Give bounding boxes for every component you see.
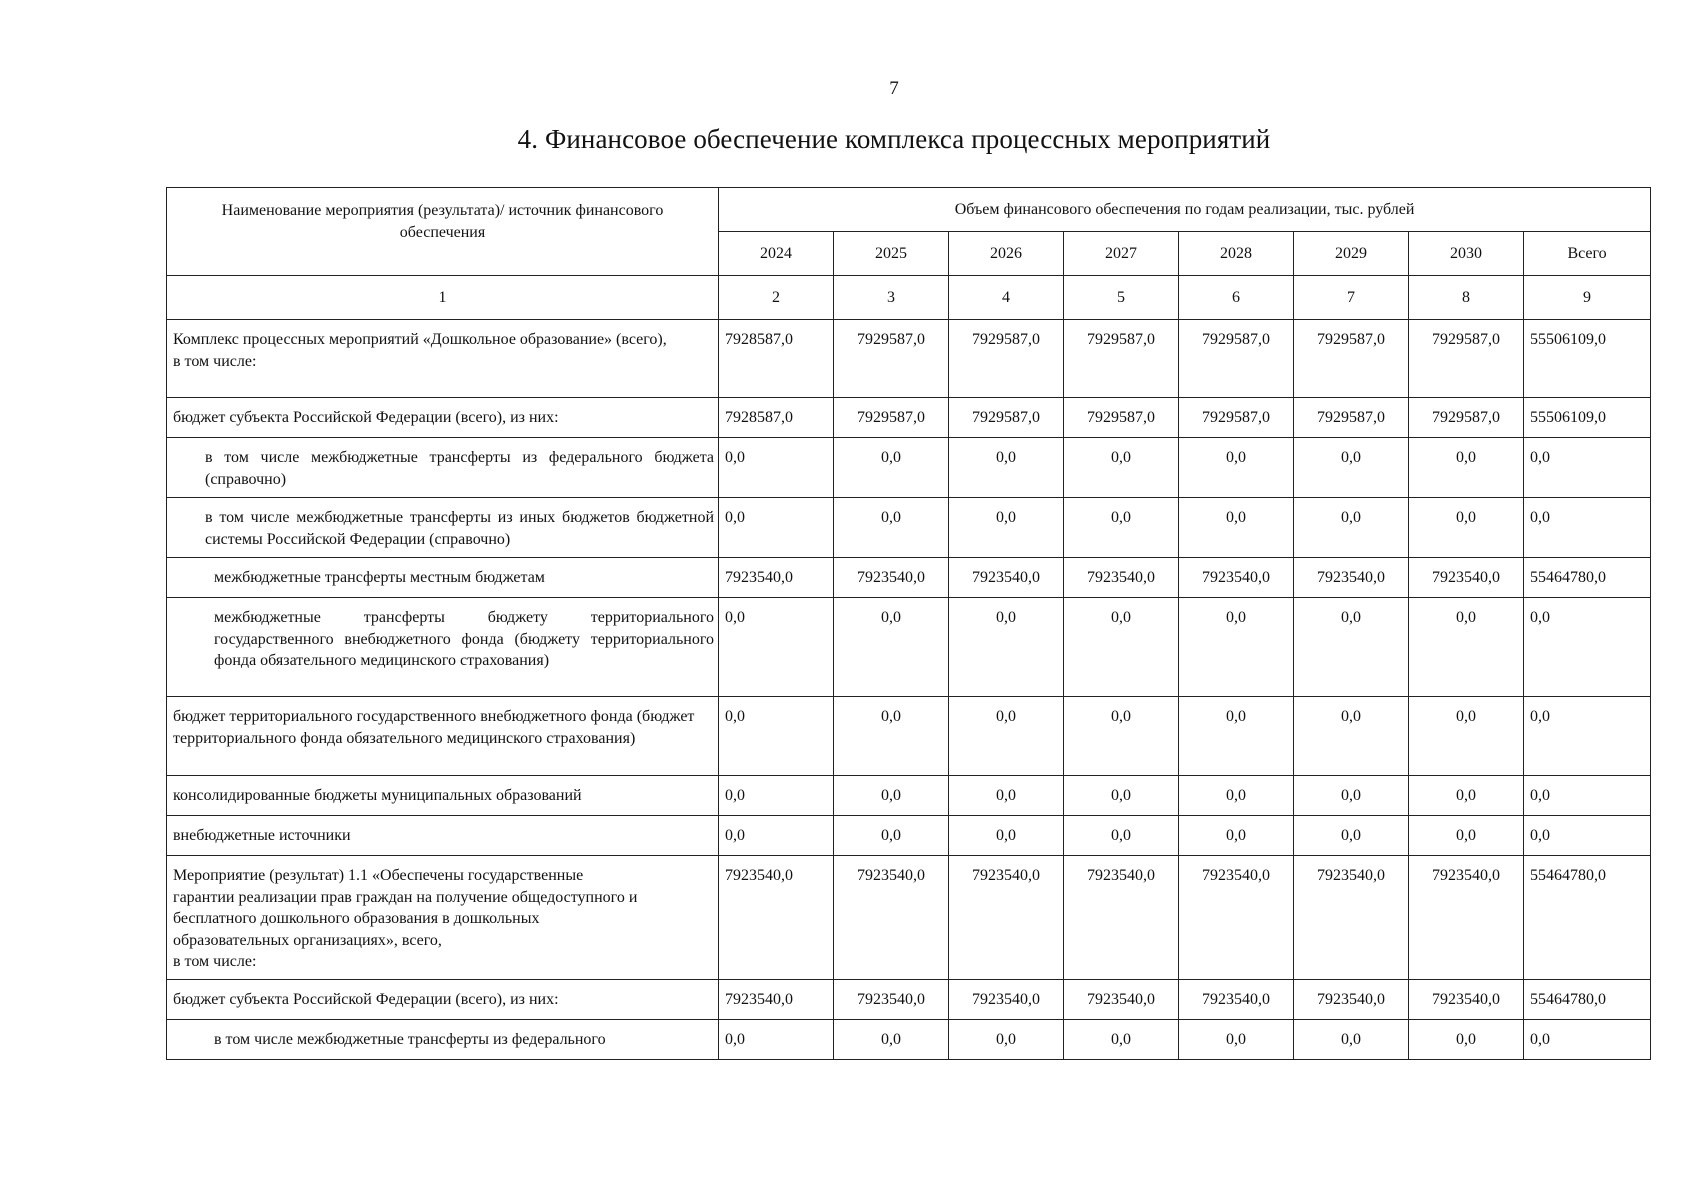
row-value-cell: 7929587,0 <box>834 398 949 438</box>
row-name-cell: в том числе межбюджетные трансферты из иных бюджетов бюджетной системы Российской Федерации (справочно) <box>167 498 719 558</box>
column-number: 1 <box>167 276 719 320</box>
row-total-cell: 55464780,0 <box>1524 558 1651 598</box>
row-total-cell: 0,0 <box>1524 598 1651 697</box>
row-name-cell: консолидированные бюджеты муниципальных образований <box>167 776 719 816</box>
row-value-cell: 7923540,0 <box>834 558 949 598</box>
row-value-cell: 0,0 <box>719 816 834 856</box>
row-value-cell: 7923540,0 <box>719 558 834 598</box>
row-value-cell: 0,0 <box>834 816 949 856</box>
row-value-cell: 7928587,0 <box>719 398 834 438</box>
row-value-cell: 7923540,0 <box>1179 979 1294 1019</box>
row-value-cell: 0,0 <box>1409 697 1524 776</box>
row-value-cell: 0,0 <box>1179 816 1294 856</box>
row-name-cell: межбюджетные трансферты бюджету территориального государственного внебюджетного фонда (бюджету территориального фонда обязательного медицинского страхования) <box>167 598 719 697</box>
financing-table <box>166 187 1651 1060</box>
row-value-cell: 7929587,0 <box>1294 320 1409 398</box>
row-value-cell: 7929587,0 <box>1064 398 1179 438</box>
header-year: 2025 <box>834 232 949 276</box>
header-year: 2024 <box>719 232 834 276</box>
row-value-cell: 0,0 <box>834 697 949 776</box>
row-value-cell: 0,0 <box>1409 598 1524 697</box>
row-value-cell: 7928587,0 <box>719 320 834 398</box>
row-value-cell: 7923540,0 <box>719 856 834 980</box>
column-number: 9 <box>1524 276 1651 320</box>
column-number: 6 <box>1179 276 1294 320</box>
row-name-cell: в том числе межбюджетные трансферты из федерального <box>167 1019 719 1059</box>
header-year: 2026 <box>949 232 1064 276</box>
row-value-cell: 0,0 <box>719 598 834 697</box>
row-value-cell: 0,0 <box>949 697 1064 776</box>
row-value-cell: 0,0 <box>719 498 834 558</box>
row-total-cell: 55506109,0 <box>1524 398 1651 438</box>
row-value-cell: 0,0 <box>949 598 1064 697</box>
row-value-cell: 7923540,0 <box>1064 558 1179 598</box>
row-value-cell: 7923540,0 <box>1064 979 1179 1019</box>
row-total-cell: 55506109,0 <box>1524 320 1651 398</box>
header-year: 2028 <box>1179 232 1294 276</box>
row-value-cell: 0,0 <box>949 1019 1064 1059</box>
row-value-cell: 0,0 <box>1064 816 1179 856</box>
row-name-cell: бюджет субъекта Российской Федерации (всего), из них: <box>167 398 719 438</box>
row-total-cell: 55464780,0 <box>1524 856 1651 980</box>
row-value-cell: 0,0 <box>1064 598 1179 697</box>
table-row <box>167 776 1651 816</box>
row-value-cell: 7929587,0 <box>949 320 1064 398</box>
row-value-cell: 7923540,0 <box>1409 979 1524 1019</box>
row-value-cell: 7929587,0 <box>949 398 1064 438</box>
row-value-cell: 0,0 <box>1064 776 1179 816</box>
row-name-cell: Комплекс процессных мероприятий «Дошкольное образование» (всего), в том числе: <box>167 320 719 398</box>
page-number: 7 <box>889 78 899 99</box>
header-year: 2030 <box>1409 232 1524 276</box>
table-row <box>167 816 1651 856</box>
column-number: 2 <box>719 276 834 320</box>
row-value-cell: 0,0 <box>1409 438 1524 498</box>
row-value-cell: 7929587,0 <box>1409 398 1524 438</box>
row-value-cell: 0,0 <box>1179 697 1294 776</box>
table-row <box>167 697 1651 776</box>
row-name-cell: внебюджетные источники <box>167 816 719 856</box>
row-value-cell: 0,0 <box>1179 498 1294 558</box>
row-value-cell: 7929587,0 <box>1179 320 1294 398</box>
row-total-cell: 0,0 <box>1524 697 1651 776</box>
document-title: 4. Финансовое обеспечение комплекса процессных мероприятий <box>517 124 1271 154</box>
row-value-cell: 0,0 <box>719 438 834 498</box>
row-value-cell: 7923540,0 <box>834 856 949 980</box>
table-row <box>167 438 1651 498</box>
column-number: 4 <box>949 276 1064 320</box>
row-value-cell: 0,0 <box>834 1019 949 1059</box>
row-value-cell: 0,0 <box>949 438 1064 498</box>
row-value-cell: 0,0 <box>1179 1019 1294 1059</box>
row-value-cell: 0,0 <box>949 816 1064 856</box>
table-row <box>167 856 1651 980</box>
row-value-cell: 0,0 <box>834 498 949 558</box>
row-value-cell: 7923540,0 <box>834 979 949 1019</box>
row-value-cell: 0,0 <box>949 498 1064 558</box>
row-value-cell: 7929587,0 <box>1064 320 1179 398</box>
row-name-cell: бюджет территориального государственного внебюджетного фонда (бюджет территориального фонда обязательного медицинского страхования) <box>167 697 719 776</box>
row-name-cell: в том числе межбюджетные трансферты из федерального бюджета (справочно) <box>167 438 719 498</box>
row-total-cell: 0,0 <box>1524 776 1651 816</box>
header-year: 2029 <box>1294 232 1409 276</box>
row-value-cell: 7923540,0 <box>1409 558 1524 598</box>
table-row <box>167 979 1651 1019</box>
column-number: 8 <box>1409 276 1524 320</box>
row-value-cell: 7923540,0 <box>949 979 1064 1019</box>
row-value-cell: 7929587,0 <box>1294 398 1409 438</box>
row-value-cell: 0,0 <box>1179 598 1294 697</box>
row-value-cell: 0,0 <box>1409 776 1524 816</box>
row-value-cell: 0,0 <box>1294 816 1409 856</box>
table-row <box>167 558 1651 598</box>
row-value-cell: 0,0 <box>1294 776 1409 816</box>
row-value-cell: 0,0 <box>1409 1019 1524 1059</box>
row-total-cell: 0,0 <box>1524 816 1651 856</box>
row-total-cell: 0,0 <box>1524 498 1651 558</box>
row-value-cell: 0,0 <box>1294 697 1409 776</box>
header-year: 2027 <box>1064 232 1179 276</box>
row-value-cell: 0,0 <box>1179 438 1294 498</box>
table-row <box>167 498 1651 558</box>
column-number: 3 <box>834 276 949 320</box>
row-name-cell: бюджет субъекта Российской Федерации (всего), из них: <box>167 979 719 1019</box>
row-value-cell: 7923540,0 <box>1294 979 1409 1019</box>
row-value-cell: 0,0 <box>719 776 834 816</box>
row-value-cell: 7929587,0 <box>834 320 949 398</box>
row-value-cell: 0,0 <box>1294 438 1409 498</box>
row-value-cell: 0,0 <box>949 776 1064 816</box>
row-value-cell: 0,0 <box>1179 776 1294 816</box>
row-value-cell: 0,0 <box>1409 816 1524 856</box>
table-row <box>167 398 1651 438</box>
row-value-cell: 0,0 <box>1409 498 1524 558</box>
row-value-cell: 0,0 <box>1064 498 1179 558</box>
row-value-cell: 7929587,0 <box>1179 398 1294 438</box>
header-name-cell: Наименование мероприятия (результата)/ источник финансового обеспечения <box>167 188 719 276</box>
row-value-cell: 7923540,0 <box>1294 558 1409 598</box>
row-value-cell: 0,0 <box>719 1019 834 1059</box>
row-value-cell: 7923540,0 <box>1409 856 1524 980</box>
row-value-cell: 0,0 <box>1294 1019 1409 1059</box>
row-value-cell: 7923540,0 <box>1179 856 1294 980</box>
table-row <box>167 598 1651 697</box>
row-value-cell: 7923540,0 <box>949 856 1064 980</box>
table-row <box>167 1019 1651 1059</box>
row-value-cell: 7923540,0 <box>949 558 1064 598</box>
row-value-cell: 0,0 <box>1064 438 1179 498</box>
row-name-cell: межбюджетные трансферты местным бюджетам <box>167 558 719 598</box>
row-value-cell: 7929587,0 <box>1409 320 1524 398</box>
row-value-cell: 0,0 <box>834 598 949 697</box>
row-total-cell: 55464780,0 <box>1524 979 1651 1019</box>
header-total: Всего <box>1524 232 1651 276</box>
row-value-cell: 7923540,0 <box>1064 856 1179 980</box>
row-value-cell: 0,0 <box>1064 697 1179 776</box>
row-total-cell: 0,0 <box>1524 1019 1651 1059</box>
row-value-cell: 7923540,0 <box>1294 856 1409 980</box>
row-value-cell: 0,0 <box>834 776 949 816</box>
header-volume-cell: Объем финансового обеспечения по годам реализации, тыс. рублей <box>719 188 1651 232</box>
table-row <box>167 320 1651 398</box>
column-number: 5 <box>1064 276 1179 320</box>
row-value-cell: 0,0 <box>1294 598 1409 697</box>
row-value-cell: 7923540,0 <box>719 979 834 1019</box>
table-body <box>167 320 1651 1060</box>
row-name-cell: Мероприятие (результат) 1.1 «Обеспечены государственные гарантии реализации прав граждан на получение общедоступного и бесплатного дошкольного образования в дошкольных образовательных организациях», всего, в том числе: <box>167 856 719 980</box>
row-value-cell: 0,0 <box>1294 498 1409 558</box>
row-value-cell: 0,0 <box>834 438 949 498</box>
row-value-cell: 0,0 <box>1064 1019 1179 1059</box>
row-value-cell: 0,0 <box>719 697 834 776</box>
row-total-cell: 0,0 <box>1524 438 1651 498</box>
row-value-cell: 7923540,0 <box>1179 558 1294 598</box>
column-number: 7 <box>1294 276 1409 320</box>
